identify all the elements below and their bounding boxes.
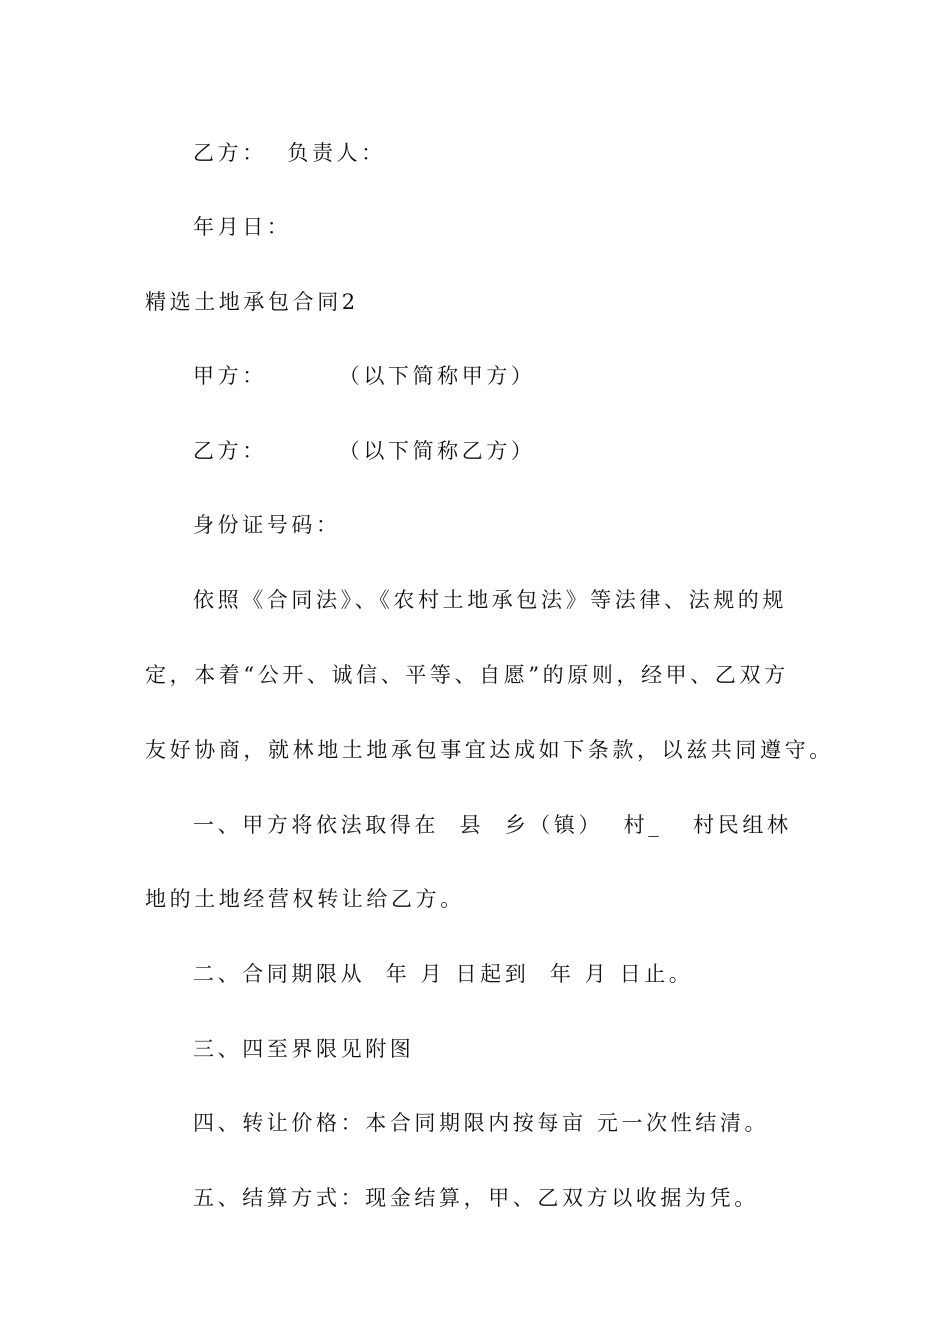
id-number-line: 身份证号码：	[193, 513, 341, 537]
clause-4: 四、转让价格：本合同期限内按每亩 元一次性结清。	[193, 1111, 770, 1135]
preamble-line-3: 友好协商，就林地土地承包事宜达成如下条款，以兹共同遵守。	[145, 738, 834, 762]
clause-3: 三、四至界限见附图	[193, 1037, 415, 1061]
party-b-line: 乙方： （以下简称乙方）	[193, 439, 536, 463]
party-a-line: 甲方： （以下简称甲方）	[193, 364, 536, 388]
date-line: 年月日：	[193, 215, 292, 239]
clause-2: 二、合同期限从 年 月 日起到 年 月 日止。	[193, 962, 694, 986]
preamble-line-1: 依照《合同法》、《农村土地承包法》等法律、法规的规	[193, 588, 787, 612]
clause-5: 五、结算方式：现金结算，甲、乙双方以收据为凭。	[193, 1186, 759, 1210]
clause-1-line-1: 一、甲方将依法取得在 县 乡（镇） 村_ 村民组林	[193, 813, 792, 837]
clause-1-line-2: 地的土地经营权转让给乙方。	[145, 887, 465, 911]
preamble-line-2: 定，本着“公开、诚信、平等、自愿”的原则，经甲、乙双方	[145, 663, 789, 687]
contract-title: 精选土地承包合同2	[145, 290, 359, 314]
party-b-signature-line: 乙方： 负责人：	[193, 141, 386, 165]
